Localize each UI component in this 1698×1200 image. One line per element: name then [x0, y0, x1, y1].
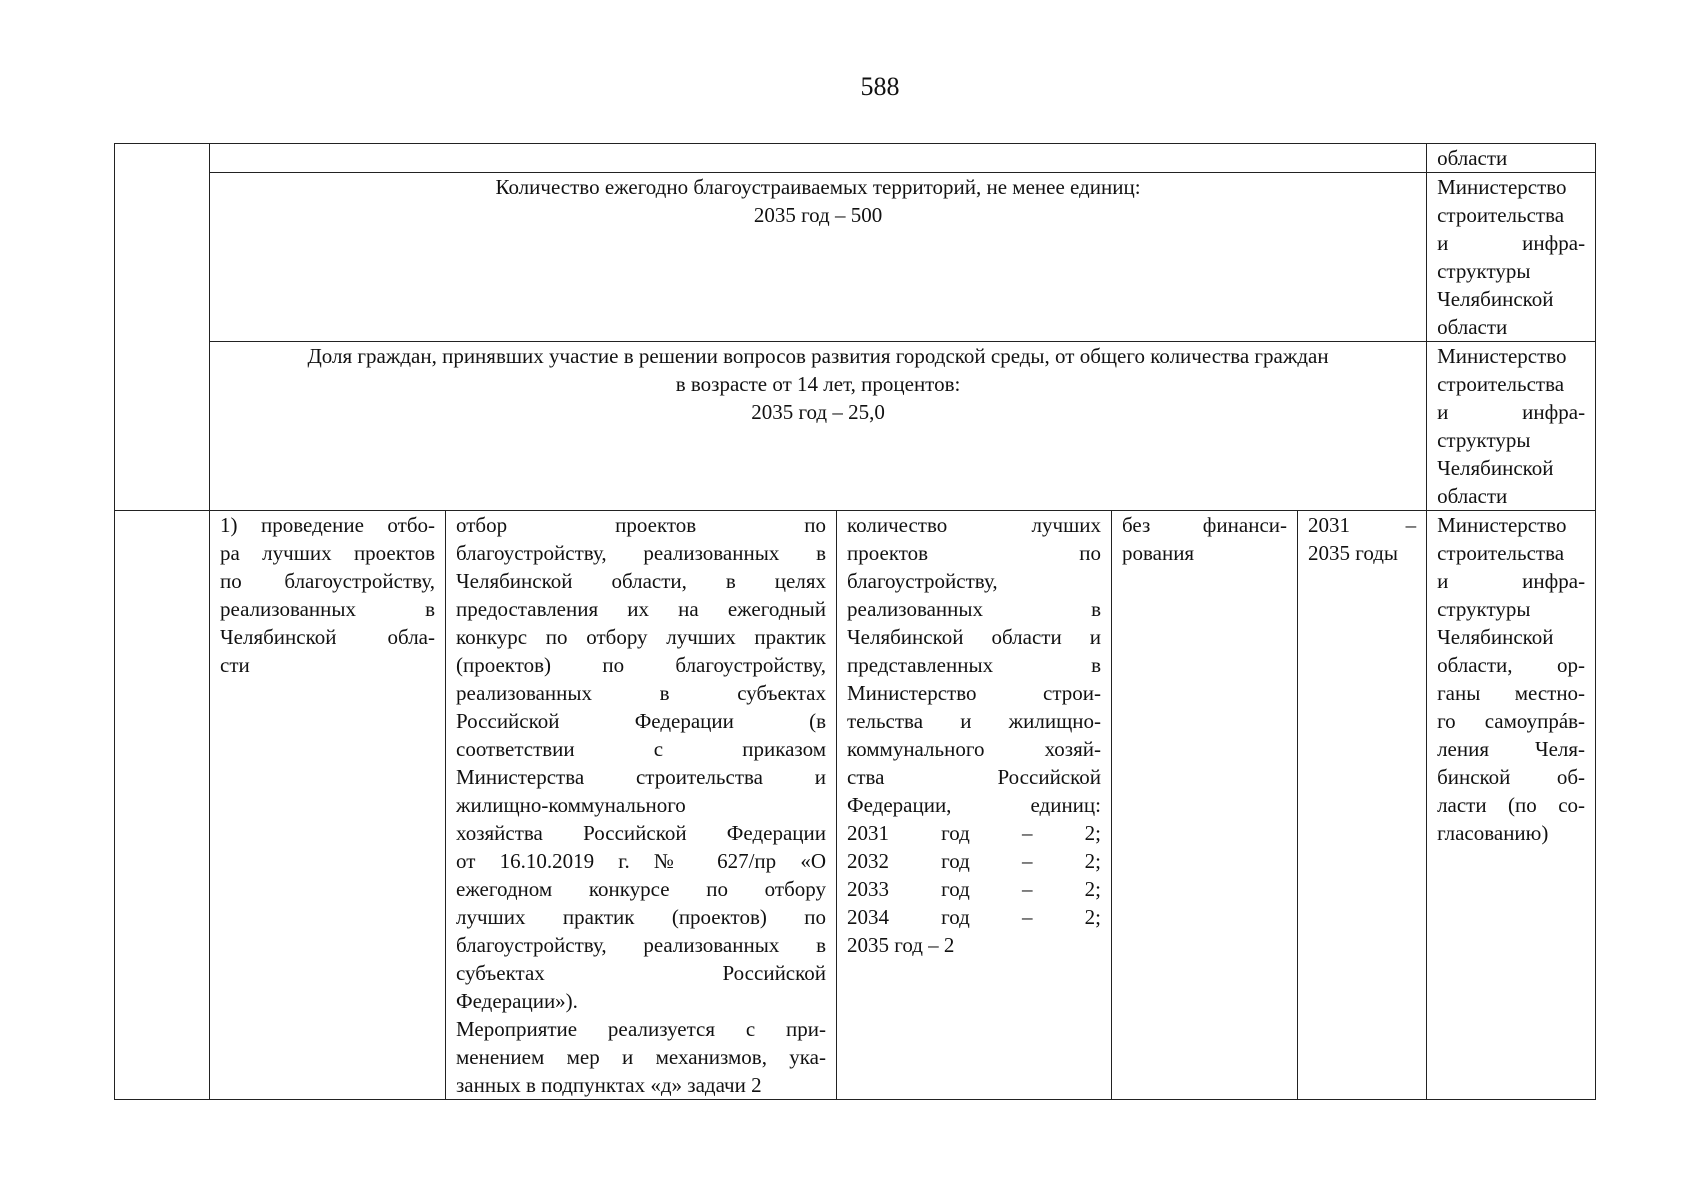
- cell-text-line: коммунального хозяй-: [847, 737, 1101, 761]
- cell-text-line: занных в подпунктах «д» задачи 2: [456, 1073, 762, 1097]
- cell-text-line: 2034 год – 2;: [847, 905, 1101, 929]
- cell-text-line: Министерства строительства и: [456, 765, 826, 789]
- cell-text-line: по благоустройству,: [220, 569, 435, 593]
- cell-text-line: Количество ежегодно благоустраиваемых территорий, не менее единиц:: [495, 175, 1141, 199]
- cell-text-line: благоустройству, реализованных в: [456, 933, 826, 957]
- cell-text-line: 2031 –: [1308, 513, 1417, 537]
- measure-period-cell: [1298, 511, 1427, 1100]
- cell-text-line: рования: [1122, 541, 1195, 565]
- cell-text-line: благоустройству,: [847, 569, 998, 593]
- table-row-measure: [115, 511, 1596, 1100]
- cell-text-line: гласованию): [1437, 821, 1549, 845]
- cell-text-line: Мероприятие реализуется с при-: [456, 1017, 826, 1041]
- cell-text-line: в возрасте от 14 лет, процентов:: [675, 372, 961, 396]
- citizens-indicator-cell: [210, 342, 1427, 511]
- cell-text-line: строительства: [1437, 372, 1565, 396]
- territories-indicator-cell: [210, 173, 1427, 342]
- cell-text-line: и инфра-: [1437, 231, 1586, 255]
- cell-text-line: Челябинской: [1437, 456, 1554, 480]
- cell-text-line: проектов по: [847, 541, 1101, 565]
- measures-table: [114, 143, 1596, 1100]
- cell-text-line: 2033 год – 2;: [847, 877, 1101, 901]
- cell-text-line: и инфра-: [1437, 569, 1586, 593]
- cell-text-line: структуры: [1437, 597, 1531, 621]
- cell-text-line: 2035 год – 2: [847, 933, 955, 957]
- cell-text-line: Федерации»).: [456, 989, 578, 1013]
- cell-text-line: ежегодном конкурсе по отбору: [456, 877, 826, 901]
- cell-text-line: предоставления их на ежегодный: [456, 597, 826, 621]
- cell-text-line: бинской об-: [1437, 765, 1586, 789]
- measure-responsible-cell: [1427, 511, 1596, 1100]
- territories-responsible-cell: [1427, 173, 1596, 342]
- cell-text-line: Федерации, единиц:: [847, 793, 1101, 817]
- cell-text-line: Челябинской: [1437, 287, 1554, 311]
- cell-text-line: области: [1437, 484, 1508, 508]
- cell-text-line: реализованных в субъектах: [456, 681, 826, 705]
- cell-text-line: 2035 год – 25,0: [751, 400, 885, 424]
- cell-text-line: количество лучших: [847, 513, 1101, 537]
- cell-text-line: и инфра-: [1437, 400, 1586, 424]
- cell-text-line: соответствии с приказом: [456, 737, 826, 761]
- table-row-top: [115, 144, 1596, 173]
- responsible-cell-top: области: [1427, 144, 1596, 173]
- cell-text-line: сти: [220, 653, 250, 677]
- measure-number-cell: [115, 511, 210, 1100]
- cell-text-line: Челябинской области, в целях: [456, 569, 826, 593]
- cell-text-line: хозяйства Российской Федерации: [456, 821, 826, 845]
- cell-text-line: ра лучших проектов: [220, 541, 435, 565]
- cell-text-line: от 16.10.2019 г. № 627/пр «О: [456, 849, 826, 873]
- cell-text-line: жилищно-коммунального: [456, 793, 686, 817]
- citizens-responsible-cell: [1427, 342, 1596, 511]
- cell-text-line: области, ор-: [1437, 653, 1586, 677]
- cell-text-line: строительства: [1437, 203, 1565, 227]
- cell-text-line: 1) проведение отбо-: [220, 513, 435, 537]
- cell-text-line: 2032 год – 2;: [847, 849, 1101, 873]
- cell-text-line: Министерство: [1437, 175, 1567, 199]
- measure-description-cell: [446, 511, 837, 1100]
- cell-text-line: благоустройству, реализованных в: [456, 541, 826, 565]
- page-number: 588: [860, 72, 900, 101]
- cell-text-line: Министерство: [1437, 344, 1567, 368]
- cell-text-line: 2035 год – 500: [753, 203, 883, 227]
- cell-text-line: ления Челя-: [1437, 737, 1586, 761]
- cell-text-line: без финанси-: [1122, 513, 1287, 537]
- cell-text-line: лучших практик (проектов) по: [456, 905, 826, 929]
- cell-text-line: Российской Федерации (в: [456, 709, 826, 733]
- cell-text-line: Доля граждан, принявших участие в решении вопросов развития городской среды, от общего количества граждан: [307, 344, 1329, 368]
- measure-financing-cell: [1112, 511, 1298, 1100]
- cell-text-line: отбор проектов по: [456, 513, 826, 537]
- cell-text-line: (проектов) по благоустройству,: [456, 653, 826, 677]
- table-row-territories: [115, 173, 1596, 342]
- table-row-citizens: [115, 342, 1596, 511]
- cell-text-line: Челябинской обла-: [220, 625, 435, 649]
- cell-text-line: тельства и жилищно-: [847, 709, 1101, 733]
- cell-text-line: реализованных в: [847, 597, 1101, 621]
- cell-text-line: Челябинской области и: [847, 625, 1101, 649]
- cell-text-line: реализованных в: [220, 597, 435, 621]
- cell-text-line: Министерство: [1437, 513, 1567, 537]
- cell-text-line: 2031 год – 2;: [847, 821, 1101, 845]
- empty-content-cell: [210, 144, 1427, 173]
- cell-text-line: структуры: [1437, 428, 1531, 452]
- cell-text-line: строительства: [1437, 541, 1565, 565]
- measure-indicator-cell: [837, 511, 1112, 1100]
- cell-text-line: 2035 годы: [1308, 541, 1399, 565]
- cell-text-line: Министерство строи-: [847, 681, 1101, 705]
- measure-name-cell: [210, 511, 446, 1100]
- empty-number-cell: [115, 144, 210, 511]
- cell-text-line: ганы местно-: [1437, 681, 1586, 705]
- cell-text-line: конкурс по отбору лучших практик: [456, 625, 826, 649]
- cell-text-line: структуры: [1437, 259, 1531, 283]
- cell-text-line: ства Российской: [847, 765, 1101, 789]
- cell-text-line: Челябинской: [1437, 625, 1554, 649]
- cell-text-line: области: [1437, 315, 1508, 339]
- cell-text-line: представленных в: [847, 653, 1101, 677]
- cell-text-line: го самоупрáв-: [1437, 709, 1586, 733]
- cell-text-line: ласти (по со-: [1437, 793, 1586, 817]
- cell-text-line: менением мер и механизмов, ука-: [456, 1045, 826, 1069]
- cell-text-line: субъектах Российской: [456, 961, 826, 985]
